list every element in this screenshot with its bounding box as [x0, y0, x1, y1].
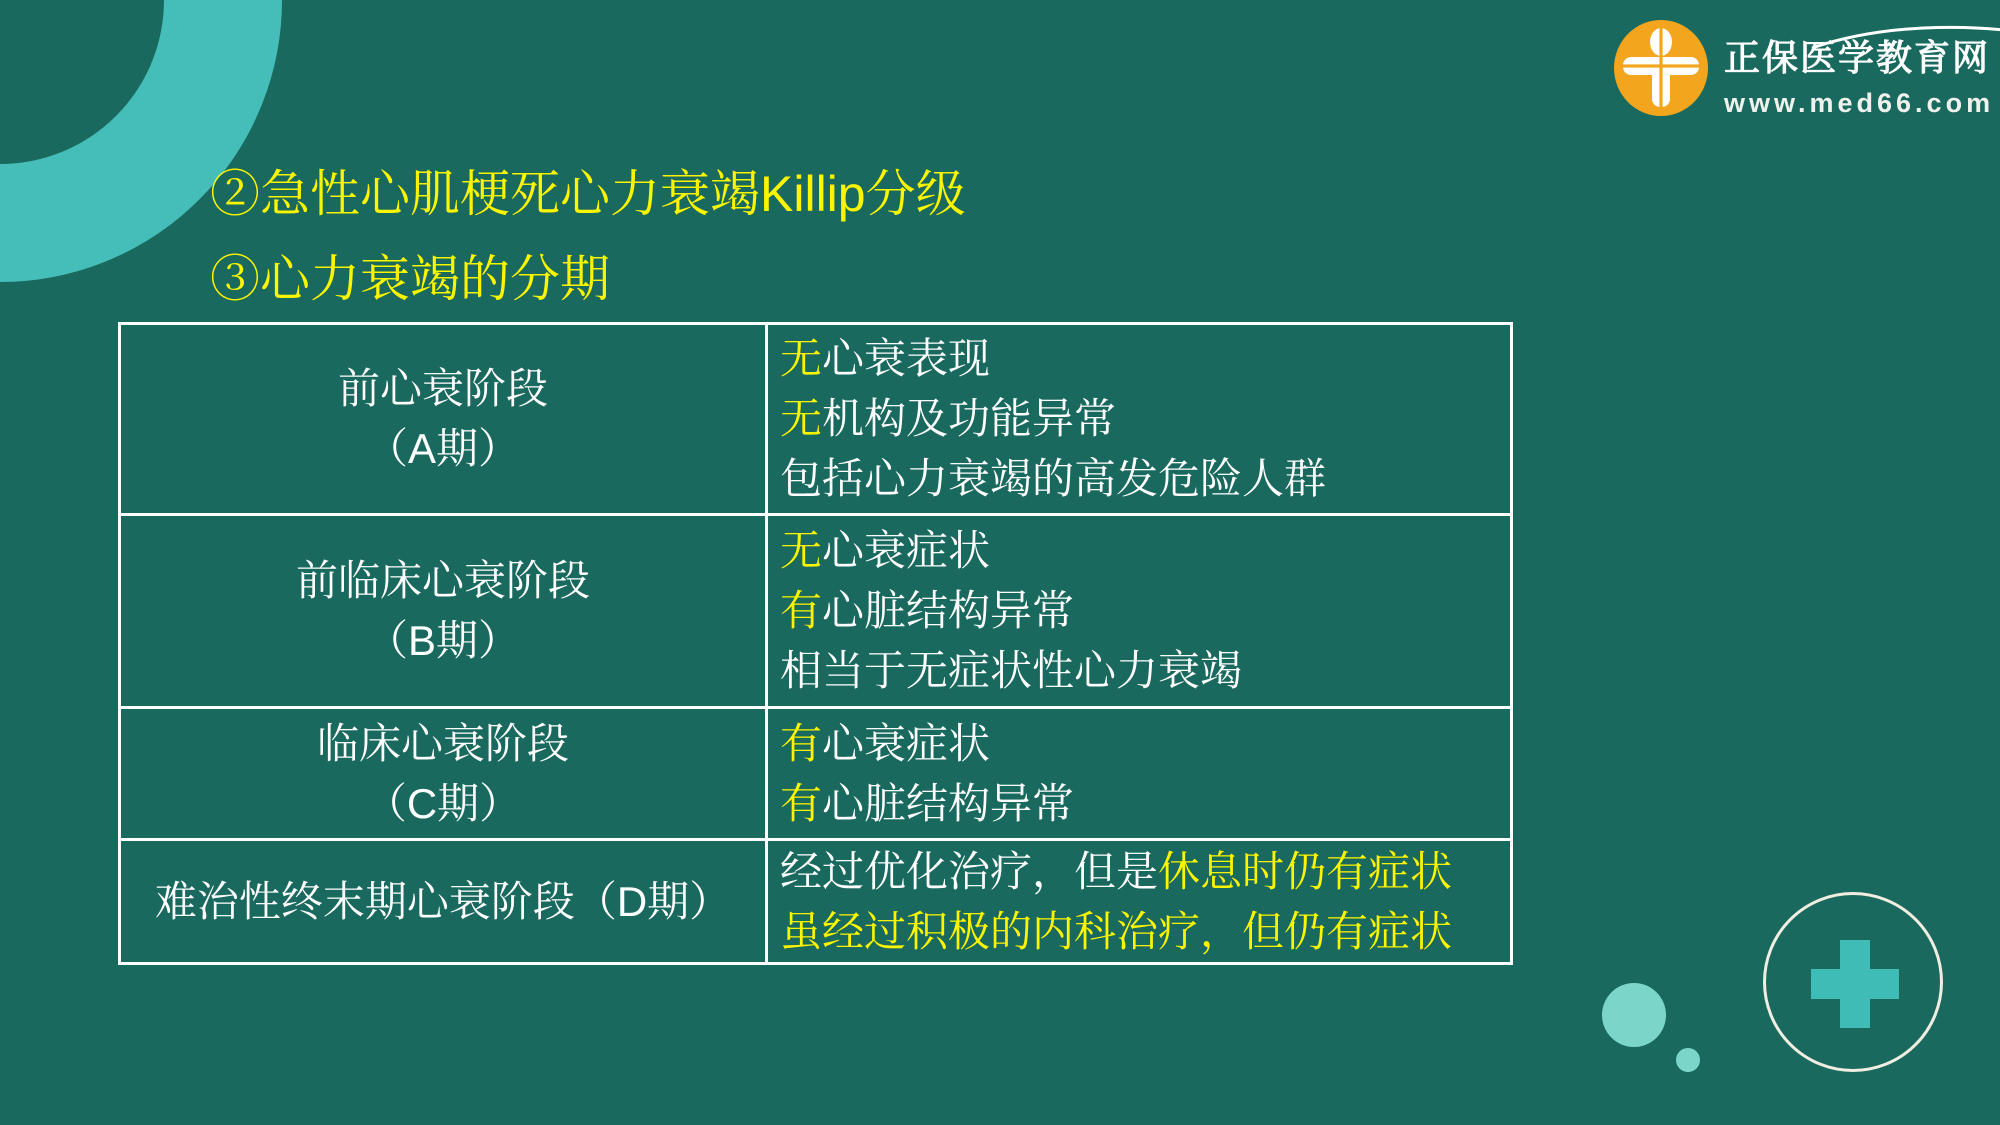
stage-detail-line: 有心衰症状 — [780, 719, 991, 767]
logo — [1614, 20, 1994, 118]
stages-table-body — [120, 324, 1512, 964]
stage-detail-line: 经过优化治疗，但是休息时仍有症状 — [780, 847, 1453, 895]
stage-name-cell — [120, 515, 767, 708]
plus-icon — [1811, 940, 1899, 1028]
table-row — [120, 515, 1512, 708]
logo-arc-decoration — [1808, 22, 2000, 50]
stage-detail-cell — [767, 515, 1512, 708]
stage-detail-line: 包括心力衰竭的高发危险人群 — [780, 455, 1327, 502]
dot-decoration-medium — [1602, 983, 1666, 1047]
stage-name-line: （B期） — [365, 617, 520, 664]
stage-detail-line: 有心脏结构异常 — [780, 587, 1075, 634]
logo-brand-name: 正保医学教育网 — [1724, 37, 1991, 78]
heading-hf-stages: ③心力衰竭的分期 — [210, 251, 610, 307]
stage-detail-line: 无心衰症状 — [780, 527, 991, 574]
stage-detail-cell — [767, 324, 1512, 515]
table-row — [120, 840, 1512, 964]
stage-detail-line: 相当于无症状性心力衰竭 — [780, 647, 1243, 694]
logo-text — [1724, 20, 1994, 118]
stage-name-line: 临床心衰阶段 — [316, 719, 569, 767]
stage-name-cell — [120, 840, 767, 964]
stage-detail-line: 虽经过积极的内科治疗，但仍有症状 — [780, 907, 1453, 955]
stage-name-line: （C期） — [364, 779, 522, 827]
dot-decoration-small — [1676, 1048, 1700, 1072]
stage-name-line: 前心衰阶段 — [337, 365, 548, 412]
stages-table — [118, 322, 1513, 965]
stage-name-line: 难治性终末期心衰阶段（D期） — [154, 877, 732, 925]
stage-detail-line: 有心脏结构异常 — [780, 779, 1075, 827]
stage-name-cell — [120, 708, 767, 840]
stage-detail-cell — [767, 840, 1512, 964]
medical-cross-icon — [1614, 20, 1708, 116]
stage-detail-line: 无机构及功能异常 — [780, 395, 1117, 442]
outlined-circle-decoration — [1763, 892, 1943, 1072]
stage-name-cell — [120, 324, 767, 515]
stage-detail-cell — [767, 708, 1512, 840]
stage-detail-line: 无心衰表现 — [780, 335, 991, 382]
table-row — [120, 708, 1512, 840]
heading-killip-grading: ②急性心肌梗死心力衰竭Killip分级 — [210, 166, 966, 222]
stage-name-line: （A期） — [365, 425, 520, 472]
table-row — [120, 324, 1512, 515]
stage-name-line: 前临床心衰阶段 — [295, 557, 590, 604]
logo-website: www.med66.com — [1724, 88, 1995, 118]
